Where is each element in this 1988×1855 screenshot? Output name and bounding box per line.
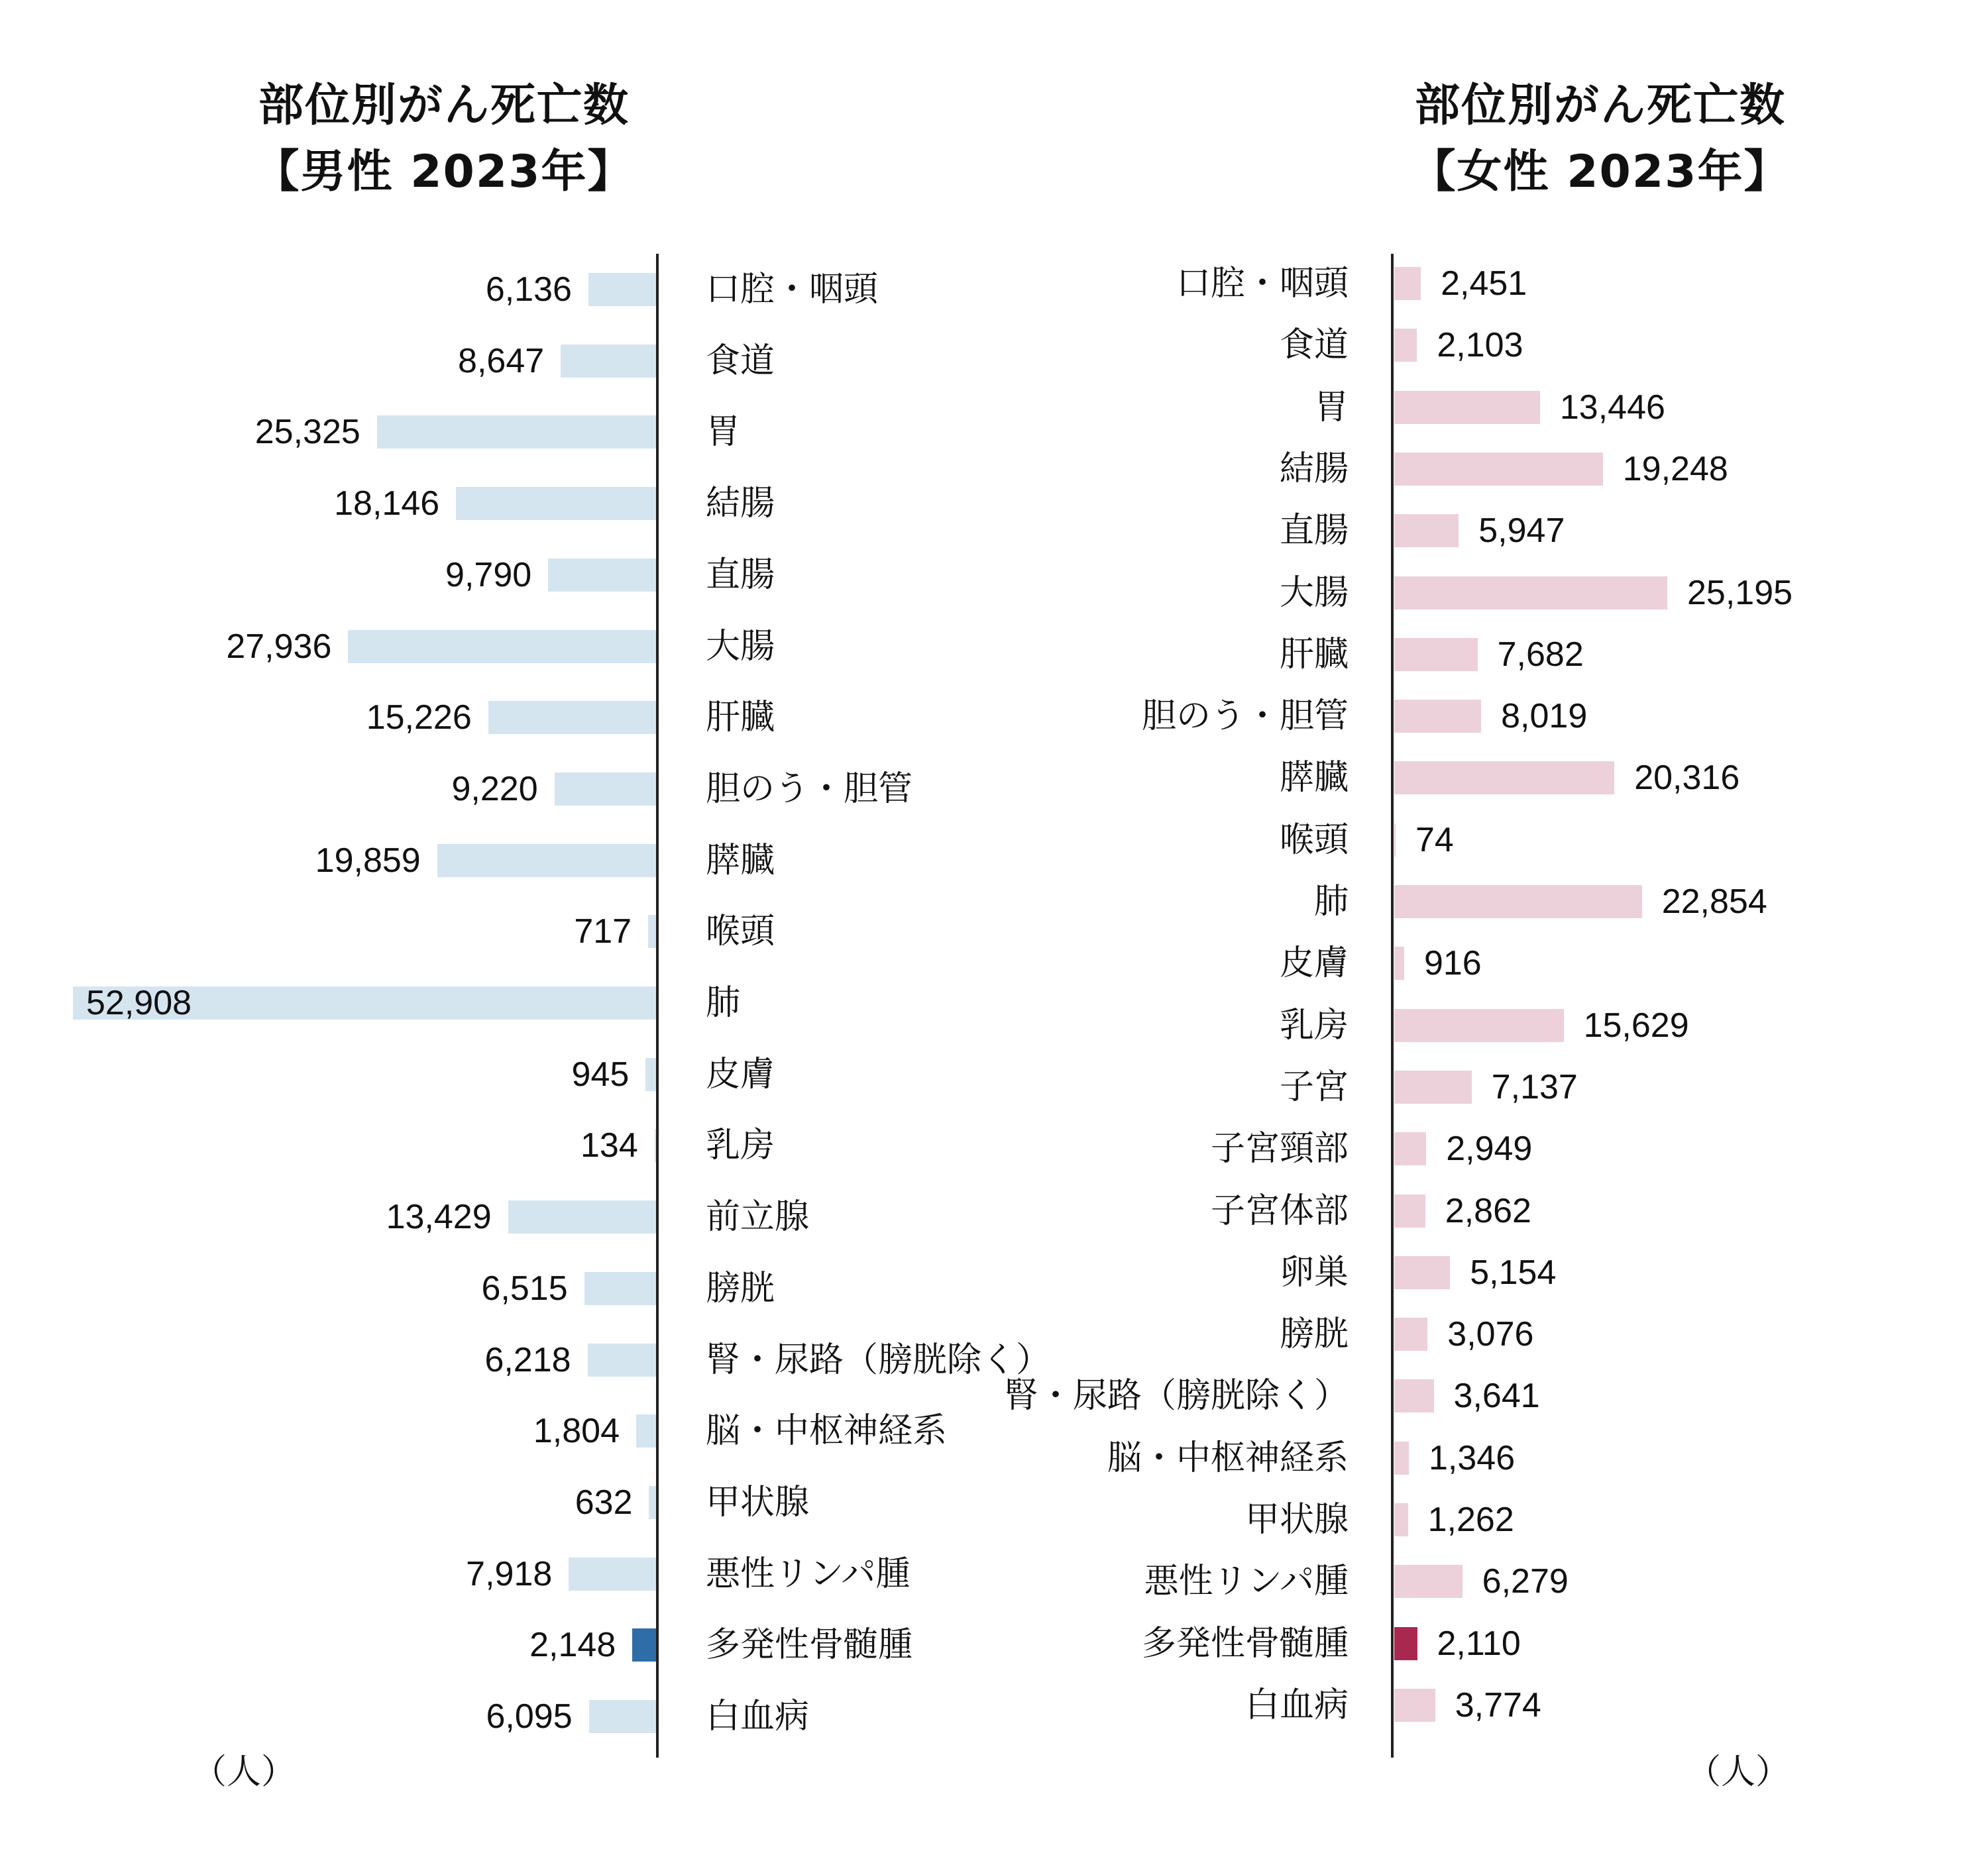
male-bar [508, 1200, 656, 1234]
male-bar [645, 1058, 656, 1091]
male-category-label: 膵臓 [706, 840, 775, 880]
male-category-label: 乳房 [706, 1126, 775, 1166]
female-category-label: 乳房 [1279, 1005, 1349, 1045]
male-value-label: 134 [580, 1126, 638, 1165]
female-bar [1394, 638, 1478, 671]
male-bar [569, 1558, 656, 1591]
male-bar [632, 1628, 656, 1662]
male-category-label: 胆のう・胆管 [706, 768, 913, 809]
female-bar [1394, 885, 1642, 918]
male-category-label: 大腸 [706, 626, 775, 666]
male-category-label: 肝臓 [706, 698, 775, 738]
female-bar [1394, 1009, 1564, 1042]
male-chart-subtitle: 【男性 2023年】 [254, 146, 634, 198]
female-axis-line [1391, 254, 1394, 1758]
female-value-label: 13,446 [1559, 388, 1665, 427]
female-category-label: 喉頭 [1279, 820, 1349, 860]
male-category-label: 直腸 [706, 555, 775, 595]
male-bar [655, 1129, 656, 1162]
male-value-label: 1,804 [533, 1412, 620, 1451]
female-bar [1394, 1565, 1463, 1598]
female-value-label: 3,774 [1455, 1685, 1541, 1724]
male-value-label: 7,918 [466, 1554, 553, 1593]
male-bar [437, 844, 656, 877]
female-value-label: 5,154 [1470, 1253, 1557, 1292]
male-bar [348, 630, 656, 663]
female-category-label: 皮膚 [1279, 943, 1349, 984]
female-category-label: 結腸 [1279, 449, 1349, 489]
male-chart-title-block [146, 73, 742, 205]
female-bar [1394, 1689, 1435, 1722]
female-value-label: 19,248 [1622, 449, 1728, 488]
female-value-label: 8,019 [1501, 697, 1588, 736]
male-category-label: 肺 [706, 983, 741, 1023]
male-category-label: 口腔・咽頭 [706, 270, 879, 309]
male-bar [561, 344, 656, 378]
male-bar [456, 487, 656, 520]
male-bar [648, 915, 656, 948]
female-category-label: 食道 [1279, 325, 1349, 366]
female-bar [1394, 947, 1404, 980]
male-bar [589, 1700, 656, 1733]
male-value-label: 2,148 [529, 1626, 616, 1665]
male-value-label: 717 [574, 912, 632, 951]
female-value-label: 25,195 [1687, 573, 1793, 612]
male-value-label: 6,095 [486, 1697, 573, 1736]
male-value-label: 25,325 [254, 413, 360, 452]
male-value-label: 18,146 [334, 484, 440, 523]
female-bar [1394, 1256, 1450, 1289]
male-value-label: 6,218 [484, 1340, 571, 1379]
male-unit-label: （人） [192, 1752, 296, 1792]
female-category-label: 膵臓 [1279, 758, 1349, 798]
male-value-label: 19,859 [315, 841, 421, 880]
female-value-label: 2,949 [1446, 1130, 1533, 1169]
male-value-label: 52,908 [86, 984, 192, 1022]
male-value-label: 27,936 [226, 627, 332, 666]
female-bar [1394, 1194, 1425, 1228]
female-value-label: 7,682 [1497, 635, 1584, 674]
female-category-label: 悪性リンパ腫 [1144, 1562, 1349, 1602]
female-category-label: 直腸 [1279, 511, 1349, 551]
female-value-label: 2,451 [1441, 264, 1527, 303]
female-category-label: 子宮頸部 [1210, 1129, 1349, 1169]
male-category-label: 食道 [706, 341, 775, 381]
female-value-label: 1,346 [1429, 1438, 1516, 1477]
female-category-label: 大腸 [1279, 572, 1349, 613]
male-bar [548, 558, 656, 592]
female-value-label: 3,076 [1447, 1315, 1534, 1354]
female-bar [1394, 1442, 1409, 1475]
female-bar [1394, 761, 1614, 794]
male-category-label: 悪性リンパ腫 [706, 1554, 911, 1594]
female-category-label: 多発性骨髄腫 [1141, 1623, 1349, 1664]
female-bar [1394, 700, 1481, 733]
male-value-label: 8,647 [458, 341, 545, 380]
male-bar [588, 1344, 656, 1377]
male-bar [555, 772, 656, 806]
male-category-label: 喉頭 [706, 912, 775, 952]
female-value-label: 6,279 [1482, 1562, 1569, 1601]
female-bar [1394, 1627, 1417, 1660]
female-bar [1394, 329, 1417, 362]
male-bar [649, 1486, 656, 1519]
female-chart-subtitle: 【女性 2023年】 [1410, 146, 1791, 198]
male-value-label: 9,220 [451, 769, 538, 808]
male-bar [488, 701, 656, 734]
male-bar [636, 1414, 656, 1448]
female-bar [1394, 391, 1540, 424]
female-category-label: 膀胱 [1279, 1314, 1349, 1355]
female-bar [1394, 1503, 1408, 1536]
male-bar [377, 415, 656, 449]
male-category-label: 結腸 [706, 484, 775, 524]
female-category-label: 胃 [1313, 387, 1349, 427]
female-value-label: 2,103 [1437, 326, 1523, 365]
female-category-label: 卵巣 [1279, 1252, 1349, 1293]
male-category-label: 白血病 [706, 1697, 810, 1736]
male-value-label: 15,226 [366, 698, 472, 737]
female-value-label: 3,641 [1453, 1377, 1540, 1416]
male-value-label: 632 [575, 1483, 633, 1522]
female-category-label: 白血病 [1244, 1685, 1349, 1725]
female-value-label: 20,316 [1634, 759, 1740, 798]
female-bar [1394, 576, 1667, 610]
female-bar [1394, 514, 1459, 547]
female-value-label: 74 [1415, 820, 1454, 859]
female-value-label: 22,854 [1661, 882, 1767, 921]
male-category-label: 膀胱 [706, 1268, 775, 1308]
male-value-label: 9,790 [445, 555, 532, 594]
female-value-label: 2,110 [1437, 1624, 1521, 1663]
male-value-label: 945 [571, 1055, 630, 1094]
male-bar [584, 1272, 656, 1305]
female-category-label: 甲状腺 [1244, 1500, 1349, 1540]
female-category-label: 肺 [1313, 882, 1349, 922]
female-value-label: 2,862 [1445, 1191, 1531, 1230]
female-category-label: 腎・尿路（膀胱除く） [1003, 1376, 1349, 1416]
female-value-label: 5,947 [1478, 511, 1565, 551]
female-category-label: 口腔・咽頭 [1176, 264, 1349, 303]
female-unit-label: （人） [1686, 1752, 1791, 1792]
female-category-label: 胆のう・胆管 [1141, 696, 1349, 737]
female-bar [1394, 452, 1603, 486]
female-chart-title: 部位別がん死亡数 [1414, 80, 1786, 132]
female-bar [1394, 267, 1421, 300]
female-bar [1394, 1379, 1434, 1412]
male-category-label: 皮膚 [706, 1054, 775, 1094]
female-value-label: 916 [1423, 944, 1482, 983]
female-category-label: 肝臓 [1279, 634, 1349, 674]
male-category-label: 脳・中枢神経系 [706, 1411, 948, 1452]
female-bar [1394, 823, 1396, 857]
male-chart-title: 部位別がん死亡数 [258, 80, 630, 132]
male-axis-line [656, 254, 659, 1758]
female-value-label: 15,629 [1583, 1006, 1689, 1045]
male-category-label: 甲状腺 [706, 1482, 810, 1522]
female-category-label: 子宮体部 [1210, 1191, 1349, 1231]
male-category-label: 胃 [706, 412, 741, 452]
female-bar [1394, 1318, 1427, 1351]
male-category-label: 腎・尿路（膀胱除く） [706, 1340, 1051, 1380]
female-category-label: 脳・中枢神経系 [1107, 1438, 1349, 1478]
female-value-label: 7,137 [1491, 1067, 1578, 1106]
female-value-label: 1,262 [1427, 1501, 1514, 1539]
male-category-label: 前立腺 [706, 1197, 810, 1238]
female-bar [1394, 1071, 1472, 1104]
male-value-label: 6,515 [481, 1269, 568, 1308]
female-chart-title-block [1302, 73, 1899, 205]
male-bar [588, 273, 656, 306]
female-bar [1394, 1132, 1426, 1165]
male-category-label: 多発性骨髄腫 [706, 1625, 913, 1666]
female-category-label: 子宮 [1279, 1067, 1349, 1107]
male-value-label: 6,136 [485, 270, 572, 309]
male-value-label: 13,429 [386, 1198, 492, 1237]
